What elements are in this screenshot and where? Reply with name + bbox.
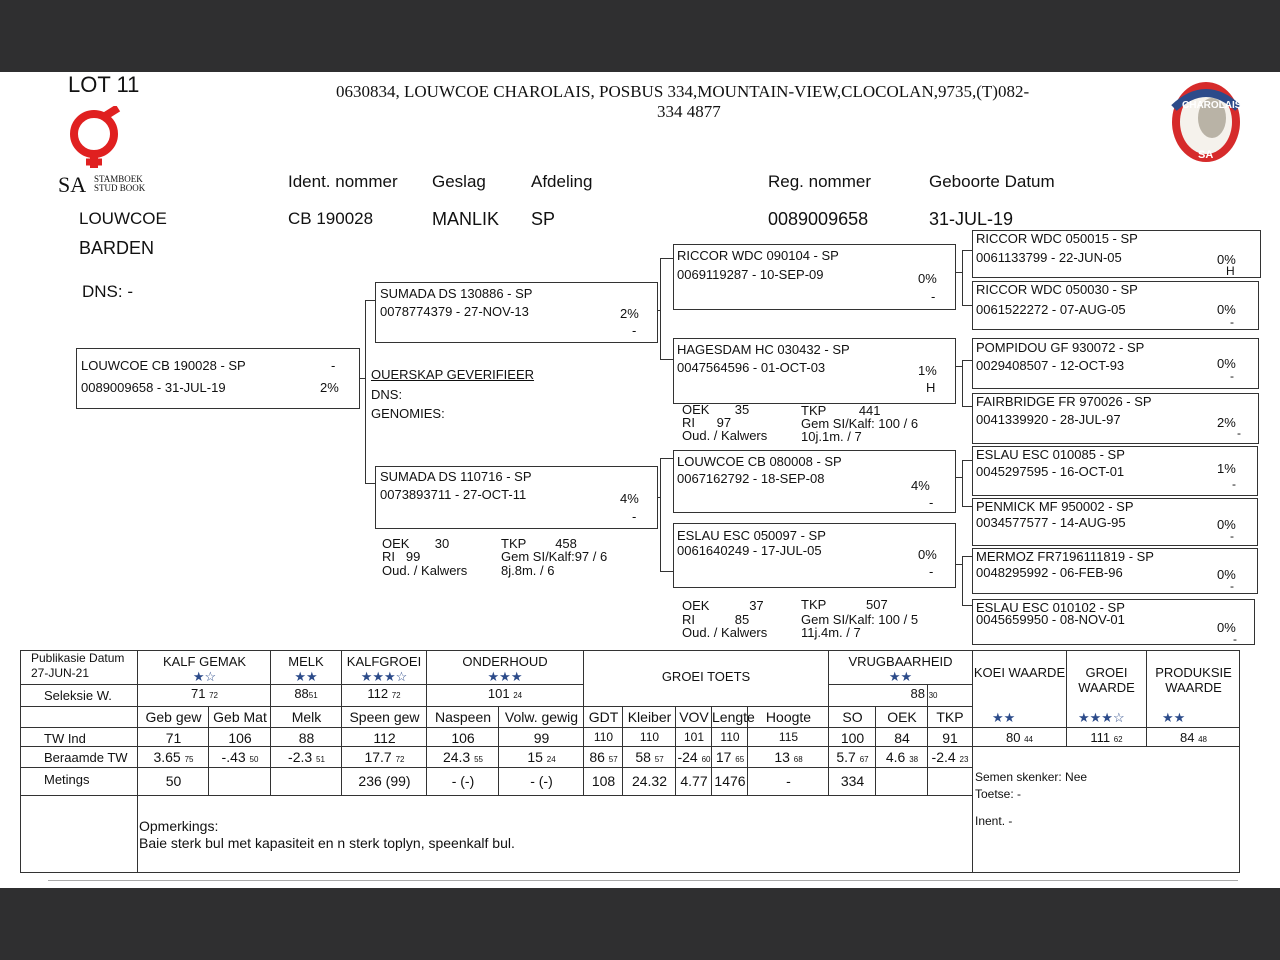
column-header: Kleiber xyxy=(627,709,672,725)
dam-age: 8j.8m. / 6 xyxy=(501,563,555,578)
seleksie-label: Seleksie W. xyxy=(44,688,112,703)
koei-waarde-header: KOEI WAARDE xyxy=(973,665,1066,680)
column-header: Volw. gewig xyxy=(504,709,579,725)
beraamde-cell: 4.6 38 xyxy=(885,749,919,765)
dd-tkp: TKP 507 xyxy=(801,597,888,612)
lot-number: LOT 11 xyxy=(68,72,140,97)
genomies-label: GENOMIES: xyxy=(371,406,445,421)
seleksie-melk: 8851 xyxy=(294,686,318,701)
footer-divider xyxy=(48,880,1238,881)
beraamde-cell: 17 65 xyxy=(715,749,745,765)
sa-logo-subtext: STAMBOEK STUD BOOK xyxy=(94,174,146,193)
beraamde-cell: 86 57 xyxy=(589,749,618,765)
animal-ident: CB 190028 xyxy=(288,209,374,228)
sa-studbook-logo-icon xyxy=(64,106,134,172)
groei-waarde-header: GROEI WAARDE xyxy=(1078,665,1135,695)
beraamde-cell: 17.7 72 xyxy=(364,749,405,765)
koei-stars: ★★ xyxy=(992,710,1016,725)
pedigree-sire: SUMADA DS 130886 - SP 0078774379 - 27-NOV-13 2% - xyxy=(375,282,658,343)
reg-label: Reg. nommer xyxy=(768,172,871,191)
column-header: Naspeen xyxy=(434,709,492,725)
kalf-gemak-stars: ★☆ xyxy=(192,669,217,684)
beraamde-cell: -24 60 xyxy=(677,749,711,765)
pedigree-gg-3: POMPIDOU GF 930072 - SP 0029408507 - 12-OCT-93 0% - xyxy=(972,338,1259,389)
toetse: Toetse: - xyxy=(975,787,1022,801)
sd-tkp: TKP 441 xyxy=(801,403,881,418)
dd-gem: Gem SI/Kalf: 100 / 5 xyxy=(801,612,919,627)
breeding-values-table xyxy=(20,650,1240,873)
animal-afdeling: SP xyxy=(531,209,556,229)
column-header: OEK xyxy=(887,709,917,725)
kalf-gemak-header: KALF GEMAK xyxy=(162,654,247,669)
dam-oud: Oud. / Kalwers xyxy=(382,563,468,578)
animal-name-2: BARDEN xyxy=(79,238,155,258)
tw-ind-cell: 99 xyxy=(533,730,550,746)
produksie-waarde-header: PRODUKSIE WAARDE xyxy=(1155,665,1232,695)
pedigree-gg-4: FAIRBRIDGE FR 970026 - SP 0041339920 - 28-JUL-97 2% - xyxy=(972,393,1259,444)
groei-toets-header: GROEI TOETS xyxy=(661,669,751,684)
seleksie-onderhoud: 101 24 xyxy=(487,686,523,701)
column-header: GDT xyxy=(588,709,619,725)
tw-ind-cell: 115 xyxy=(778,730,799,744)
pedigree-gg-6: PENMICK MF 950002 - SP 0034577577 - 14-AUG-95 0% - xyxy=(972,498,1258,546)
pedigree-gg-5: ESLAU ESC 010085 - SP 0045297595 - 16-OCT-01 1% - xyxy=(972,446,1258,496)
dd-age: 11j.4m. / 7 xyxy=(801,625,861,640)
tw-ind-cell: 110 xyxy=(593,730,614,744)
tw-ind-label: TW Ind xyxy=(44,731,86,746)
column-header: Geb Mat xyxy=(213,709,267,725)
opmerkings-text: Baie sterk bul met kapasiteit en n sterk toplyn, speenkalf bul. xyxy=(139,835,515,851)
svg-text:SA: SA xyxy=(1198,149,1214,161)
afdeling-label: Afdeling xyxy=(531,172,593,191)
dam-gem: Gem SI/Kalf:97 / 6 xyxy=(501,549,608,564)
seleksie-kalf-gemak: 71 72 xyxy=(191,686,218,701)
metings-cell: 1476 xyxy=(714,773,746,789)
column-header: Speen gew xyxy=(349,709,420,725)
metings-label: Metings xyxy=(44,772,90,787)
kalfgroei-stars: ★★★☆ xyxy=(360,669,408,684)
metings-cell: 334 xyxy=(840,773,865,789)
tw-ind-cell: 88 xyxy=(298,730,315,746)
charolais-sa-logo-icon xyxy=(1168,78,1244,164)
metings-cell: 4.77 xyxy=(680,773,708,789)
animal-reg: 0089009658 xyxy=(768,209,869,229)
sd-ri: RI 97 xyxy=(682,415,732,430)
tw-ind-cell: 101 xyxy=(683,730,705,744)
onderhoud-stars: ★★★ xyxy=(487,669,523,684)
metings-cell: 236 (99) xyxy=(358,773,411,789)
tw-ind-cell: 110 xyxy=(720,730,740,744)
metings-cell: 108 xyxy=(591,773,616,789)
dam-oek: OEK 30 xyxy=(382,536,450,551)
tw-ind-cell: 84 xyxy=(894,730,910,746)
tw-ind-cell: 106 xyxy=(228,730,252,746)
beraamde-cell: 3.65 75 xyxy=(153,749,194,765)
pedigree-subject: LOUWCOE CB 190028 - SP 0089009658 - 31-JUL-19 - 2% xyxy=(76,348,360,409)
beraamde-cell: 58 57 xyxy=(635,749,664,765)
tw-ind-cell: 110 xyxy=(639,730,660,744)
groei-stars: ★★★☆ xyxy=(1078,710,1125,725)
pedigree-sire-dam: HAGESDAM HC 030432 - SP 0047564596 - 01-OCT-03 1% H xyxy=(673,338,956,404)
pub-label: Publikasie Datum xyxy=(31,651,125,665)
dd-ri: RI 85 xyxy=(682,612,750,627)
beraamde-cell: -.43 50 xyxy=(221,749,259,765)
metings-cell: 50 xyxy=(165,773,182,789)
pedigree-dam-dam: ESLAU ESC 050097 - SP 0061640249 - 17-JUL-05 0% - xyxy=(673,523,956,588)
svg-text:CHAROLAIS: CHAROLAIS xyxy=(1182,100,1242,111)
metings-cell: - (-) xyxy=(451,773,475,789)
melk-stars: ★★ xyxy=(294,669,318,684)
semen-skenker: Semen skenker: Nee xyxy=(975,770,1088,784)
pub-date: 27-JUN-21 xyxy=(31,666,90,680)
pedigree-gg-1: RICCOR WDC 050015 - SP 0061133799 - 22-JUN-05 0% H xyxy=(972,230,1261,278)
dd-oud: Oud. / Kalwers xyxy=(682,625,768,640)
produksie-stars: ★★ xyxy=(1162,710,1186,725)
ident-label: Ident. nommer xyxy=(288,172,398,191)
metings-cell: - xyxy=(786,773,791,789)
sa-logo-text: SA xyxy=(58,172,87,197)
beraamde-cell: 24.3 55 xyxy=(442,749,484,765)
beraamde-cell: -2.4 23 xyxy=(931,749,969,765)
onderhoud-header: ONDERHOUD xyxy=(462,654,548,669)
vrugbaarheid-header: VRUGBAARHEID xyxy=(848,654,953,669)
geboorte-label: Geboorte Datum xyxy=(929,172,1055,191)
beraamde-cell: 15 24 xyxy=(527,749,556,765)
sd-oud: Oud. / Kalwers xyxy=(682,428,768,443)
beraamde-cell: -2.3 51 xyxy=(288,749,325,765)
kalfgroei-header: KALFGROEI xyxy=(346,654,422,669)
dam-ri: RI 99 xyxy=(382,549,421,564)
pedigree-gg-8: ESLAU ESC 010102 - SP 0045659950 - 08-NOV-01 0% - xyxy=(972,599,1255,645)
column-header: Lengte xyxy=(712,709,755,725)
metings-cell: - (-) xyxy=(530,773,553,789)
koei-waarde: 80 44 xyxy=(1006,730,1033,745)
pedigree-gg-7: MERMOZ FR7196111819 - SP 0048295992 - 06-FEB-96 0% - xyxy=(972,548,1258,594)
inent: Inent. - xyxy=(975,814,1013,828)
groei-waarde: 111 62 xyxy=(1090,730,1123,745)
sd-gem: Gem SI/Kalf: 100 / 6 xyxy=(801,416,919,431)
owner-address: 0630834, LOUWCOE CHAROLAIS, POSBUS 334,MOUNTAIN-VIEW,CLOCOLAN,9735,(T)082- xyxy=(336,82,1030,101)
seleksie-kalfgroei: 112 72 xyxy=(367,686,401,701)
column-header: Melk xyxy=(291,709,322,725)
sd-age: 10j.1m. / 7 xyxy=(801,429,862,444)
pedigree-dam: SUMADA DS 110716 - SP 0073893711 - 27-OCT-11 4% - xyxy=(375,466,658,529)
beraamde-cell: 13 68 xyxy=(774,749,803,765)
pedigree-gg-2: RICCOR WDC 050030 - SP 0061522272 - 07-AUG-05 0% - xyxy=(972,281,1259,330)
pedigree-certificate xyxy=(0,72,1280,888)
column-header: SO xyxy=(842,709,863,725)
melk-header: MELK xyxy=(288,654,324,669)
column-header: TKP xyxy=(936,709,964,725)
dam-tkp: TKP 458 xyxy=(501,536,577,551)
pedigree-sire-sire: RICCOR WDC 090104 - SP 0069119287 - 10-SEP-09 0% - xyxy=(673,244,956,310)
column-header: Geb gew xyxy=(145,709,202,725)
owner-phone: 334 4877 xyxy=(657,102,721,121)
animal-name-1: LOUWCOE xyxy=(79,209,167,228)
column-header: Hoogte xyxy=(765,709,812,725)
beraamde-label: Beraamde TW xyxy=(44,750,128,765)
tw-ind-cell: 71 xyxy=(165,730,182,746)
ouerskap-verified: OUERSKAP GEVERIFIEER xyxy=(371,367,535,382)
animal-geslag: MANLIK xyxy=(432,209,500,229)
pedigree-dam-sire: LOUWCOE CB 080008 - SP 0067162792 - 18-SEP-08 4% - xyxy=(673,450,956,513)
column-header: VOV xyxy=(679,709,709,725)
tw-ind-cell: 91 xyxy=(942,730,958,746)
animal-geboorte: 31-JUL-19 xyxy=(929,209,1014,229)
metings-cell: 24.32 xyxy=(631,773,668,789)
beraamde-cell: 5.7 67 xyxy=(836,749,869,765)
geslag-label: Geslag xyxy=(432,172,486,191)
tw-ind-cell: 100 xyxy=(840,730,865,746)
dd-oek: OEK 37 xyxy=(682,598,764,613)
dns-label: DNS: xyxy=(371,387,403,402)
tw-ind-cell: 106 xyxy=(451,730,475,746)
tw-ind-cell: 112 xyxy=(373,730,396,746)
opmerkings-label: Opmerkings: xyxy=(139,818,219,834)
sd-oek: OEK 35 xyxy=(682,402,750,417)
seleksie-vrugbaarheid: 88 30 xyxy=(910,686,938,701)
produksie-waarde: 84 48 xyxy=(1180,730,1207,745)
animal-dns: DNS: - xyxy=(82,282,133,301)
vrugbaarheid-stars: ★★ xyxy=(888,669,913,684)
